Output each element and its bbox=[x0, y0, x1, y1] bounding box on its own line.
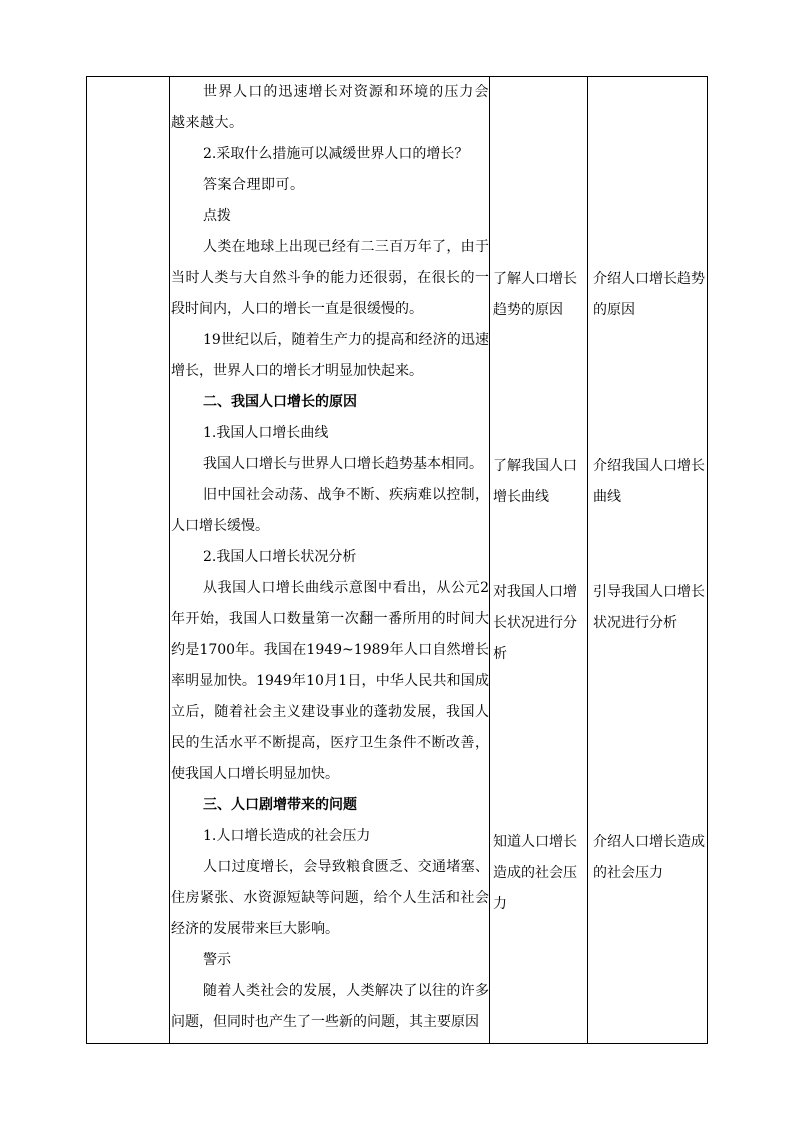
column-divider bbox=[489, 77, 490, 1043]
goal-text: 了解我国人口增长曲线 bbox=[493, 458, 577, 505]
goal-cell bbox=[493, 827, 585, 920]
goal-text: 对我国人口增长状况进行分析 bbox=[493, 584, 577, 662]
goal-cell bbox=[493, 451, 585, 513]
paragraph: 人类在地球上出现已经有二三百万年了，由于当时人类与大自然斗争的能力还很弱，在很长的一段时间内，人口的增长一直是很缓慢的。 bbox=[171, 239, 489, 317]
activity-text: 介绍人口增长造成的社会压力 bbox=[593, 834, 705, 881]
activity-cell bbox=[593, 827, 705, 889]
section-heading: 二、我国人口增长的原因 bbox=[203, 394, 357, 410]
activity-cell bbox=[593, 264, 705, 326]
paragraph: 旧中国社会动荡、战争不断、疾病难以控制，人口增长缓慢。 bbox=[171, 487, 489, 534]
paragraph: 从我国人口增长曲线示意图中看出，从公元2年开始，我国人口数量第一次翻一番所用的时间大约是1700年。我国在1949~1989年人口自然增长率明显加快。1949年10月1日，中华人民共和国成立后，随着社会主义建设事业的蓬勃发展，我国人民的生活水平不断提高，医疗卫生条件不断改善，使我国人口增长明显加快。 bbox=[171, 580, 489, 782]
paragraph: 我国人口增长与世界人口增长趋势基本相同。 bbox=[203, 456, 483, 472]
paragraph: 点拨 bbox=[203, 208, 231, 224]
paragraph: 19世纪以后，随着生产力的提高和经济的迅速增长，世界人口的增长才明显加快起来。 bbox=[171, 332, 489, 379]
paragraph: 随着人类社会的发展，人类解决了以往的许多问题，但同时也产生了一些新的问题，其主要原因 bbox=[171, 983, 489, 1030]
goal-text: 知道人口增长造成的社会压力 bbox=[493, 834, 577, 912]
paragraph: 世界人口的迅速增长对资源和环境的压力会越来越大。 bbox=[171, 84, 489, 131]
paragraph: 2.我国人口增长状况分析 bbox=[203, 549, 357, 565]
activity-text: 引导我国人口增长状况进行分析 bbox=[593, 584, 705, 631]
paragraph: 答案合理即可。 bbox=[203, 177, 305, 193]
activity-cell bbox=[593, 577, 705, 639]
goal-cell bbox=[493, 264, 585, 326]
paragraph: 2.采取什么措施可以减缓世界人口的增长？ bbox=[203, 146, 469, 162]
activity-text: 介绍人口增长趋势的原因 bbox=[593, 271, 705, 318]
activity-text: 介绍我国人口增长曲线 bbox=[593, 458, 705, 505]
lesson-table bbox=[86, 76, 708, 1044]
paragraph: 人口过度增长，会导致粮食匮乏、交通堵塞、住房紧张、水资源短缺等问题，给个人生活和社会经济的发展带来巨大影响。 bbox=[171, 859, 489, 937]
goal-cell bbox=[493, 577, 585, 670]
paragraph: 1.我国人口增长曲线 bbox=[203, 425, 329, 441]
column-divider bbox=[587, 77, 588, 1043]
paragraph: 警示 bbox=[203, 952, 231, 968]
column-divider bbox=[169, 77, 170, 1043]
activity-cell bbox=[593, 451, 705, 513]
paragraph: 1.人口增长造成的社会压力 bbox=[203, 828, 371, 844]
section-heading: 三、人口剧增带来的问题 bbox=[203, 797, 357, 813]
goal-text: 了解人口增长趋势的原因 bbox=[493, 271, 577, 318]
content-column bbox=[171, 77, 489, 1038]
